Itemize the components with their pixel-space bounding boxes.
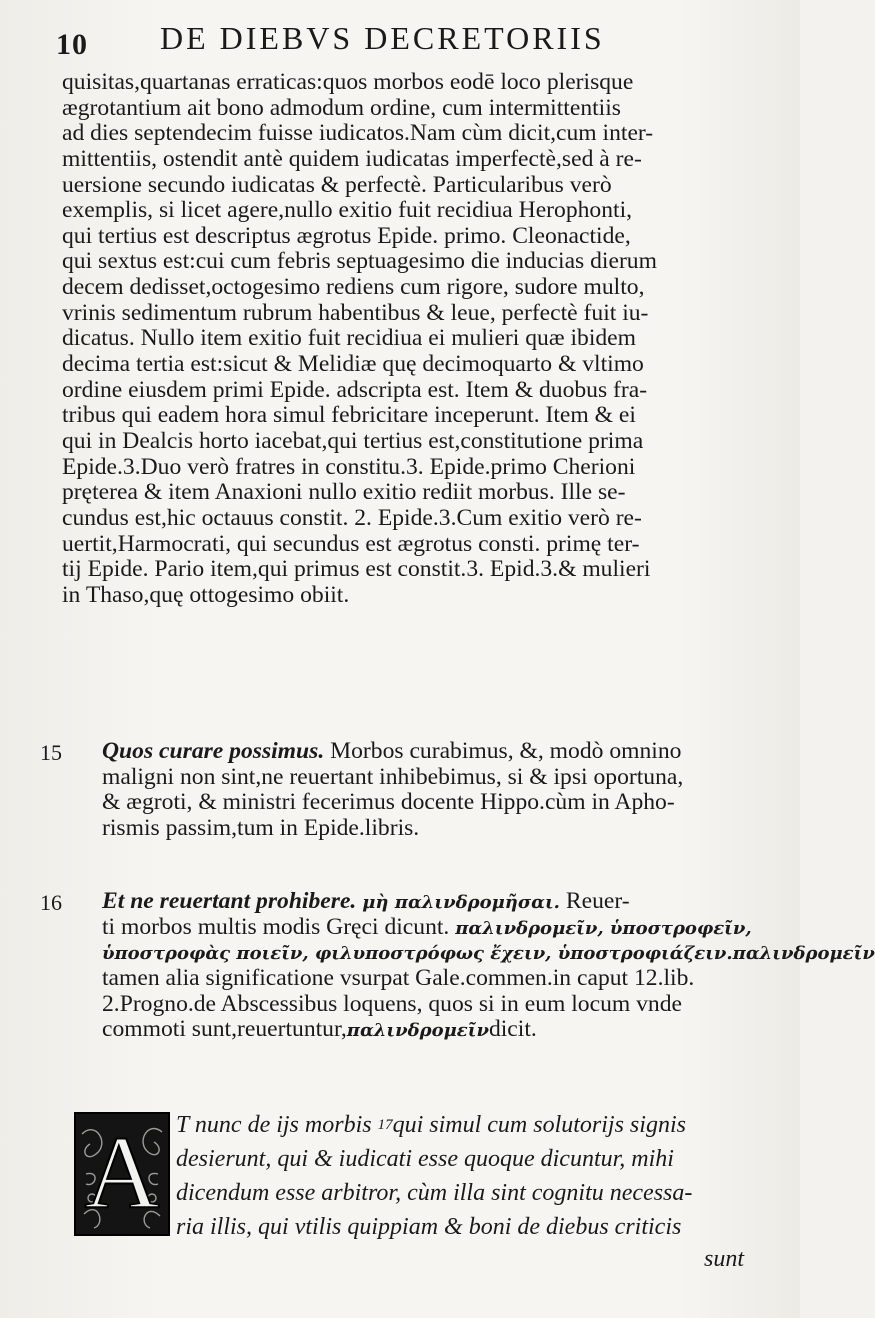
drop-cap-letter: A <box>84 1115 160 1230</box>
note-marker: 17 <box>377 1117 393 1133</box>
note-line: tamen alia significatione vsurpat Gale.commen.in caput 12.lib. <box>102 964 695 991</box>
text-line: tij Epide. Pario item,qui primus est constit.3. Epid.3.& mulieri <box>62 556 651 583</box>
text-line: dicatus. Nullo item exitio fuit recidiua ei mulieri quæ ibidem <box>62 325 636 352</box>
greek-text: παλινδρομεῖν <box>346 1020 489 1042</box>
page-number: 10 <box>56 28 88 61</box>
text-line: decem dedisset,octogesimo rediens cum rigore, sudore multo, <box>62 274 645 301</box>
italic-text: qui simul cum solutorijs signis <box>392 1112 686 1138</box>
text-line: cundus est,hic octauus constit. 2. Epide.3.Cum exitio verò re- <box>62 504 642 531</box>
text-line: uersione secundo iudicatas & perfectè. Particularibus verò <box>62 171 612 198</box>
italic-line: desierunt, qui & iudicati esse quoque dicuntur, mihi <box>176 1146 674 1172</box>
decorated-initial <box>74 1112 170 1236</box>
text-line: ad dies septendecim fuisse iudicatos.Nam cùm dicit,cum inter- <box>62 120 654 147</box>
note-lemma: Quos curare possimus. <box>102 738 325 764</box>
note-line: & ægroti, & ministri fecerimus docente Hippo.cùm in Apho- <box>102 789 675 816</box>
note-line: 2.Progno.de Abscessibus loquens, quos si in eum locum vnde <box>102 990 682 1017</box>
annotation-16 <box>102 888 875 1043</box>
greek-text: ὑποστροφὰς ποιεῖν, φιλυποστρόφως ἔχειν, ὑποστροφιάζειν.παλινδρομεῖν <box>102 943 875 965</box>
text-line: qui sextus est:cui cum febris septuagesimo die inducias dierum <box>62 248 657 275</box>
note-text: commoti sunt,reuertuntur, <box>102 1016 347 1043</box>
text-line: tribus qui eadem hora simul febricitare inceperunt. Item & ei <box>62 402 636 429</box>
main-text <box>62 70 752 608</box>
text-line: vrinis sedimentum rubrum habentibus & leue, perfectè fuit iu- <box>62 299 649 326</box>
italic-line: dicendum esse arbitror, cùm illa sint cognitu necessa- <box>176 1180 693 1206</box>
greek-text: μὴ παλινδρομῆσαι. <box>362 892 560 913</box>
text-line: decima tertia est:sicut & Melidiæ quę decimoquarto & vltimo <box>62 351 644 378</box>
note-number: 15 <box>40 740 62 765</box>
text-line: qui in Dealcis horto iacebat,qui tertius est,constitutione prima <box>62 427 644 454</box>
text-line: ordine eiusdem primi Epide. adscripta est. Item & duobus fra- <box>62 376 648 403</box>
text-line: in Thaso,quę ottogesimo obiit. <box>62 581 350 608</box>
greek-text: παλινδρομεῖν, ὑποστροφεῖν, <box>455 917 752 939</box>
note-text: ti morbos multis modis Gręci dicunt. <box>102 913 450 940</box>
note-text: Morbos curabimus, &, modò omnino <box>330 738 682 764</box>
text-line: pręterea & item Anaxioni nullo exitio rediit morbus. Ille se- <box>62 479 626 506</box>
text-line: uertit,Harmocrati, qui secundus est ægrotus consti. primę ter- <box>62 530 640 557</box>
annotation-15 <box>102 738 752 841</box>
closing-paragraph <box>176 1108 766 1244</box>
italic-text: T nunc de ijs morbis <box>176 1112 372 1138</box>
note-lemma: Et ne reuertant prohibere. <box>102 888 357 914</box>
note-line: rismis passim,tum in Epide.libris. <box>102 814 420 841</box>
catchword: sunt <box>704 1246 745 1272</box>
italic-line: ria illis, qui vtilis quippiam & boni de diebus criticis <box>176 1214 682 1240</box>
note-text: Reuer- <box>565 888 630 914</box>
note-line: maligni non sint,ne reuertant inhibebimus, si & ipsi oportuna, <box>102 763 684 790</box>
note-number: 16 <box>40 890 62 915</box>
text-line: exemplis, si licet agere,nullo exitio fuit recidiua Herophonti, <box>62 197 633 224</box>
text-line: qui tertius est descriptus ægrotus Epide. primo. Cleonactide, <box>62 222 631 249</box>
text-line: ægrotantium ait bono admodum ordine, cum intermittentiis <box>62 94 621 121</box>
page-header <box>40 18 760 68</box>
note-text: dicit. <box>488 1016 537 1043</box>
running-head: DE DIEBVS DECRETORIIS <box>160 20 605 56</box>
text-line: mittentiis, ostendit antè quidem iudicatas imperfectè,sed à re- <box>62 145 642 172</box>
text-line: Epide.3.Duo verò fratres in constitu.3. Epide.primo Cherioni <box>62 453 636 480</box>
text-line: quisitas,quartanas erraticas:quos morbos eodē loco plerisque <box>62 69 634 95</box>
